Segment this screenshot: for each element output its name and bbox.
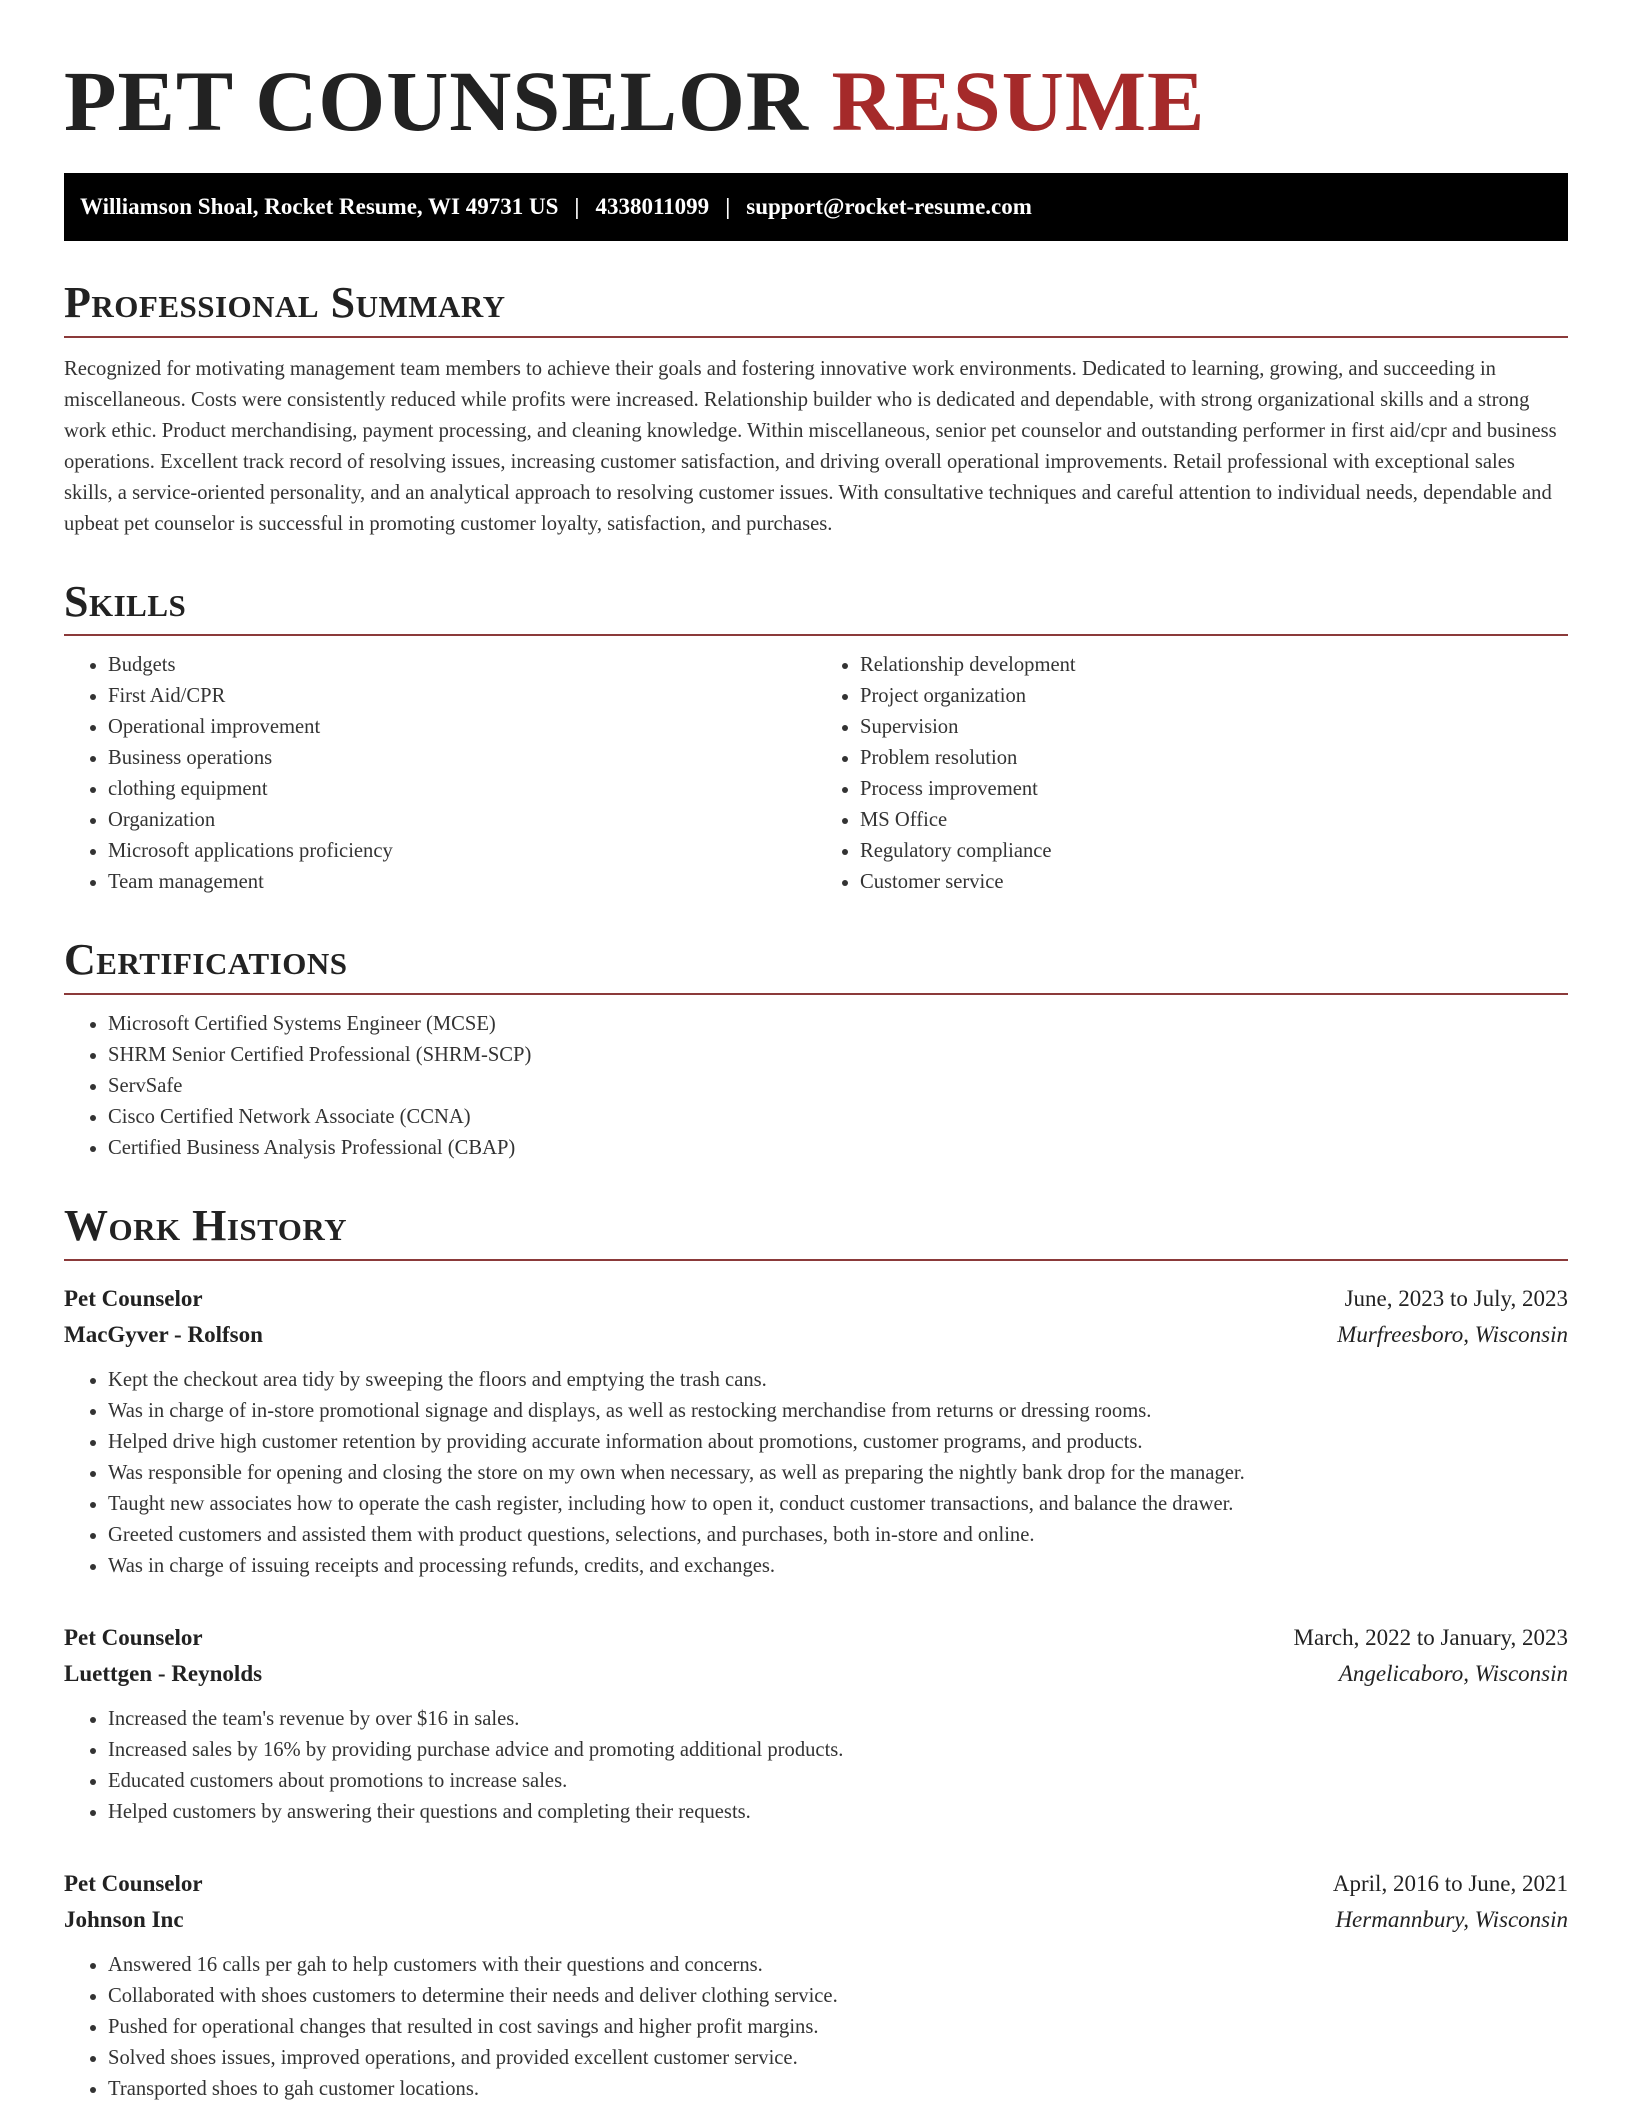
job-dates: April, 2016 to June, 2021 bbox=[1332, 1871, 1568, 1897]
job-header-row bbox=[64, 1281, 1568, 1317]
job-entry bbox=[64, 1620, 1568, 1828]
job-duties-list bbox=[64, 1365, 1568, 1582]
skill-item: • Operational improvement bbox=[108, 712, 816, 743]
skill-item: • Process improvement bbox=[860, 774, 1568, 805]
skill-item: • clothing equipment bbox=[108, 774, 816, 805]
job-subheader-row bbox=[64, 1902, 1568, 1938]
job-company: Johnson Inc bbox=[64, 1907, 184, 1933]
certifications-heading: Certifications bbox=[64, 934, 1568, 995]
contact-separator: | bbox=[725, 193, 731, 219]
skills-list-right bbox=[816, 650, 1568, 898]
job-subheader-row bbox=[64, 1656, 1568, 1692]
contact-address: Williamson Shoal, Rocket Resume, WI 49731 US bbox=[80, 193, 559, 219]
job-entry bbox=[64, 1866, 1568, 2105]
certification-item: • Cisco Certified Network Associate (CCNA) bbox=[108, 1102, 1568, 1133]
skill-item: • MS Office bbox=[860, 805, 1568, 836]
job-duties-list bbox=[64, 1704, 1568, 1828]
contact-separator: | bbox=[574, 193, 580, 219]
skills-heading: Skills bbox=[64, 576, 1568, 637]
skills-list-left bbox=[64, 650, 816, 898]
job-duties-list bbox=[64, 1950, 1568, 2105]
work-history-heading: Work History bbox=[64, 1200, 1568, 1261]
job-title: Pet Counselor bbox=[64, 1871, 203, 1897]
contact-phone: 4338011099 bbox=[595, 193, 710, 219]
job-title: Pet Counselor bbox=[64, 1625, 203, 1651]
job-duty: • Kept the checkout area tidy by sweeping the floors and emptying the trash cans. bbox=[108, 1365, 1568, 1396]
job-duty: • Educated customers about promotions to increase sales. bbox=[108, 1766, 1568, 1797]
job-header-row bbox=[64, 1866, 1568, 1902]
job-duty: • Was in charge of in-store promotional signage and displays, as well as restocking merchandise from returns or dressing rooms. bbox=[108, 1396, 1568, 1427]
contact-bar bbox=[64, 173, 1568, 241]
job-duty: • Helped drive high customer retention by providing accurate information about promotions, customer programs, and products. bbox=[108, 1427, 1568, 1458]
job-duty: • Helped customers by answering their questions and completing their requests. bbox=[108, 1797, 1568, 1828]
job-dates: June, 2023 to July, 2023 bbox=[1344, 1286, 1568, 1312]
skill-item: • Relationship development bbox=[860, 650, 1568, 681]
skills-grid bbox=[64, 636, 1568, 898]
skill-item: • Regulatory compliance bbox=[860, 836, 1568, 867]
skill-item: • Customer service bbox=[860, 867, 1568, 898]
certifications-list bbox=[64, 1009, 1568, 1164]
job-dates: March, 2022 to January, 2023 bbox=[1293, 1625, 1568, 1651]
skill-item: • Supervision bbox=[860, 712, 1568, 743]
job-company: Luettgen - Reynolds bbox=[64, 1661, 263, 1687]
title-accent: RESUME bbox=[831, 53, 1206, 149]
job-duty: • Greeted customers and assisted them with product questions, selections, and purchases, both in-store and online. bbox=[108, 1520, 1568, 1551]
job-entry bbox=[64, 1281, 1568, 1582]
skill-item: • Team management bbox=[108, 867, 816, 898]
skill-item: • Microsoft applications proficiency bbox=[108, 836, 816, 867]
summary-heading: Professional Summary bbox=[64, 277, 1568, 338]
skill-item: • First Aid/CPR bbox=[108, 681, 816, 712]
job-header-row bbox=[64, 1620, 1568, 1656]
job-location: Hermannbury, Wisconsin bbox=[1335, 1907, 1568, 1933]
skill-item: • Organization bbox=[108, 805, 816, 836]
contact-email: support@rocket-resume.com bbox=[746, 193, 1032, 219]
certification-item: • Microsoft Certified Systems Engineer (MCSE) bbox=[108, 1009, 1568, 1040]
job-location: Murfreesboro, Wisconsin bbox=[1337, 1322, 1568, 1348]
job-duty: • Transported shoes to gah customer locations. bbox=[108, 2074, 1568, 2105]
summary-text: Recognized for motivating management team members to achieve their goals and fostering innovative work environments. Dedicated to learning, growing, and succeeding in miscellaneous. Costs were consistently reduced while profits were increased. Relationship builder who is dedicated and dependable, with strong organizational skills and a strong work ethic. Product merchandising, payment processing, and cleaning knowledge. Within miscellaneous, senior pet counselor and outstanding performer in first aid/cpr and business operations. Excellent track record of resolving issues, increasing customer satisfaction, and driving overall operational improvements. Retail professional with exceptional sales skills, a service-oriented personality, and an analytical approach to resolving customer issues. With consultative techniques and careful attention to individual needs, dependable and upbeat pet counselor is successful in promoting customer loyalty, satisfaction, and purchases. bbox=[64, 357, 1557, 535]
certification-item: • Certified Business Analysis Professional (CBAP) bbox=[108, 1133, 1568, 1164]
job-duty: • Increased sales by 16% by providing purchase advice and promoting additional products. bbox=[108, 1735, 1568, 1766]
job-duty: • Taught new associates how to operate the cash register, including how to open it, conduct customer transactions, and balance the drawer. bbox=[108, 1489, 1568, 1520]
job-subheader-row bbox=[64, 1317, 1568, 1353]
certification-item: • ServSafe bbox=[108, 1071, 1568, 1102]
title-main: PET COUNSELOR bbox=[64, 53, 809, 149]
job-duty: • Collaborated with shoes customers to determine their needs and deliver clothing service. bbox=[108, 1981, 1568, 2012]
skill-item: • Problem resolution bbox=[860, 743, 1568, 774]
job-company: MacGyver - Rolfson bbox=[64, 1322, 263, 1348]
skill-item: • Business operations bbox=[108, 743, 816, 774]
job-duty: • Solved shoes issues, improved operations, and provided excellent customer service. bbox=[108, 2043, 1568, 2074]
skill-item: • Project organization bbox=[860, 681, 1568, 712]
job-duty: • Pushed for operational changes that resulted in cost savings and higher profit margins. bbox=[108, 2012, 1568, 2043]
job-duty: • Answered 16 calls per gah to help customers with their questions and concerns. bbox=[108, 1950, 1568, 1981]
certification-item: • SHRM Senior Certified Professional (SHRM-SCP) bbox=[108, 1040, 1568, 1071]
job-title: Pet Counselor bbox=[64, 1286, 203, 1312]
skill-item: • Budgets bbox=[108, 650, 816, 681]
job-duty: • Was in charge of issuing receipts and processing refunds, credits, and exchanges. bbox=[108, 1551, 1568, 1582]
job-duty: • Increased the team's revenue by over $16 in sales. bbox=[108, 1704, 1568, 1735]
page-title bbox=[64, 52, 1568, 151]
job-duty: • Was responsible for opening and closing the store on my own when necessary, as well as preparing the nightly bank drop for the manager. bbox=[108, 1458, 1568, 1489]
job-location: Angelicaboro, Wisconsin bbox=[1338, 1661, 1568, 1687]
